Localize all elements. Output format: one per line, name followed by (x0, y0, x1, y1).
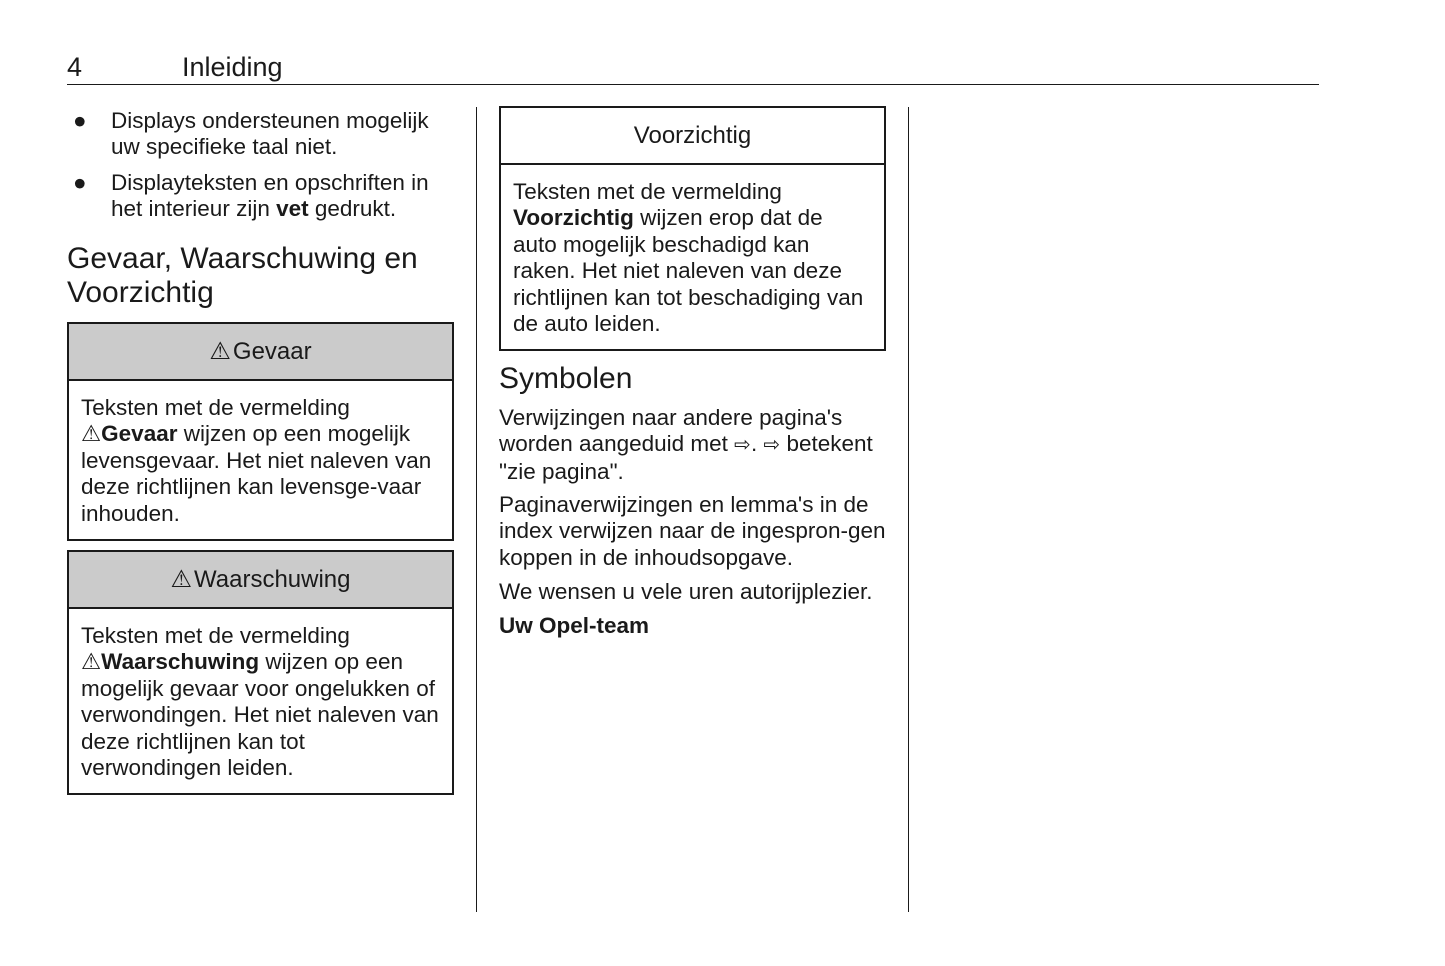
bullet-icon: ● (73, 108, 87, 133)
notice-bold-term: Voorzichtig (513, 205, 634, 231)
danger-notice (67, 322, 454, 541)
notice-body (69, 609, 452, 793)
notice-header (501, 108, 884, 165)
warning-triangle-icon: ⚠ (209, 338, 231, 365)
notice-title: Voorzichtig (633, 121, 752, 149)
warning-triangle-icon: ⚠ (81, 421, 102, 447)
warning-triangle-icon: ⚠ (170, 566, 192, 593)
paragraph-text: betekent "zie pagina". (499, 431, 873, 484)
page-number: 4 (67, 52, 83, 82)
paragraph-text: . (750, 431, 764, 457)
list-item-text: Displays ondersteunen mogelijk uw specifieke taal niet. (111, 108, 429, 160)
list-item-text: gedrukt. (308, 196, 397, 222)
notice-text: Teksten met de vermelding (513, 179, 782, 204)
list-item (67, 170, 455, 223)
warning-triangle-icon: ⚠ (81, 649, 102, 675)
notice-header (69, 324, 452, 381)
chapter-title: Inleiding (182, 52, 283, 82)
warning-notice (67, 550, 454, 795)
page-reference-arrow-icon: ⇨ (734, 434, 751, 457)
list-item (67, 108, 455, 161)
paragraph (499, 405, 891, 485)
notice-body (69, 381, 452, 539)
notice-text: Teksten met de vermelding (81, 623, 350, 648)
list-item-bold: vet (276, 196, 309, 222)
notice-text: Teksten met de vermelding (81, 395, 350, 420)
page-reference-arrow-icon: ⇨ (763, 434, 781, 457)
notice-bold-term: Gevaar (101, 421, 178, 447)
paragraph: Paginaverwijzingen en lemma's in de index verwijzen naar de ingespron-gen koppen in de inhoudsopgave. (499, 492, 886, 570)
notice-body (501, 165, 884, 349)
notice-header (69, 552, 452, 609)
caution-notice (499, 106, 886, 351)
list-item-text: Displayteksten en opschriften in het interieur zijn (111, 169, 429, 222)
notice-title: Gevaar (232, 337, 312, 365)
bullet-list (67, 108, 455, 232)
signature: Uw Opel-team (499, 613, 650, 638)
notice-bold-term: Waarschuwing (101, 649, 260, 675)
notice-text: wijzen op een mogelijk gevaar voor ongelukken of verwondingen. Het niet naleven van deze richtlijnen kan tot verwondingen leiden. (81, 649, 439, 781)
notice-text: wijzen erop dat de auto mogelijk beschadigd kan raken. Het niet naleven van deze richtlijnen kan tot beschadiging van de auto leiden. (513, 205, 864, 337)
paragraph-text: Verwijzingen naar andere pagina's worden aangeduid met (499, 405, 843, 457)
column-divider (908, 107, 909, 912)
notice-text: wijzen op een mogelijk levensgevaar. Het niet naleven van deze richtlijnen kan levensge-vaar inhouden. (81, 421, 432, 526)
paragraph: We wensen u vele uren autorijplezier. (499, 579, 873, 604)
section-heading: Symbolen (499, 362, 633, 395)
bullet-icon: ● (73, 169, 87, 195)
column-divider (476, 107, 477, 912)
section-heading: Gevaar, Waarschuwing en Voorzichtig (67, 242, 418, 309)
page-header (67, 50, 1319, 85)
notice-title: Waarschuwing (194, 565, 351, 593)
